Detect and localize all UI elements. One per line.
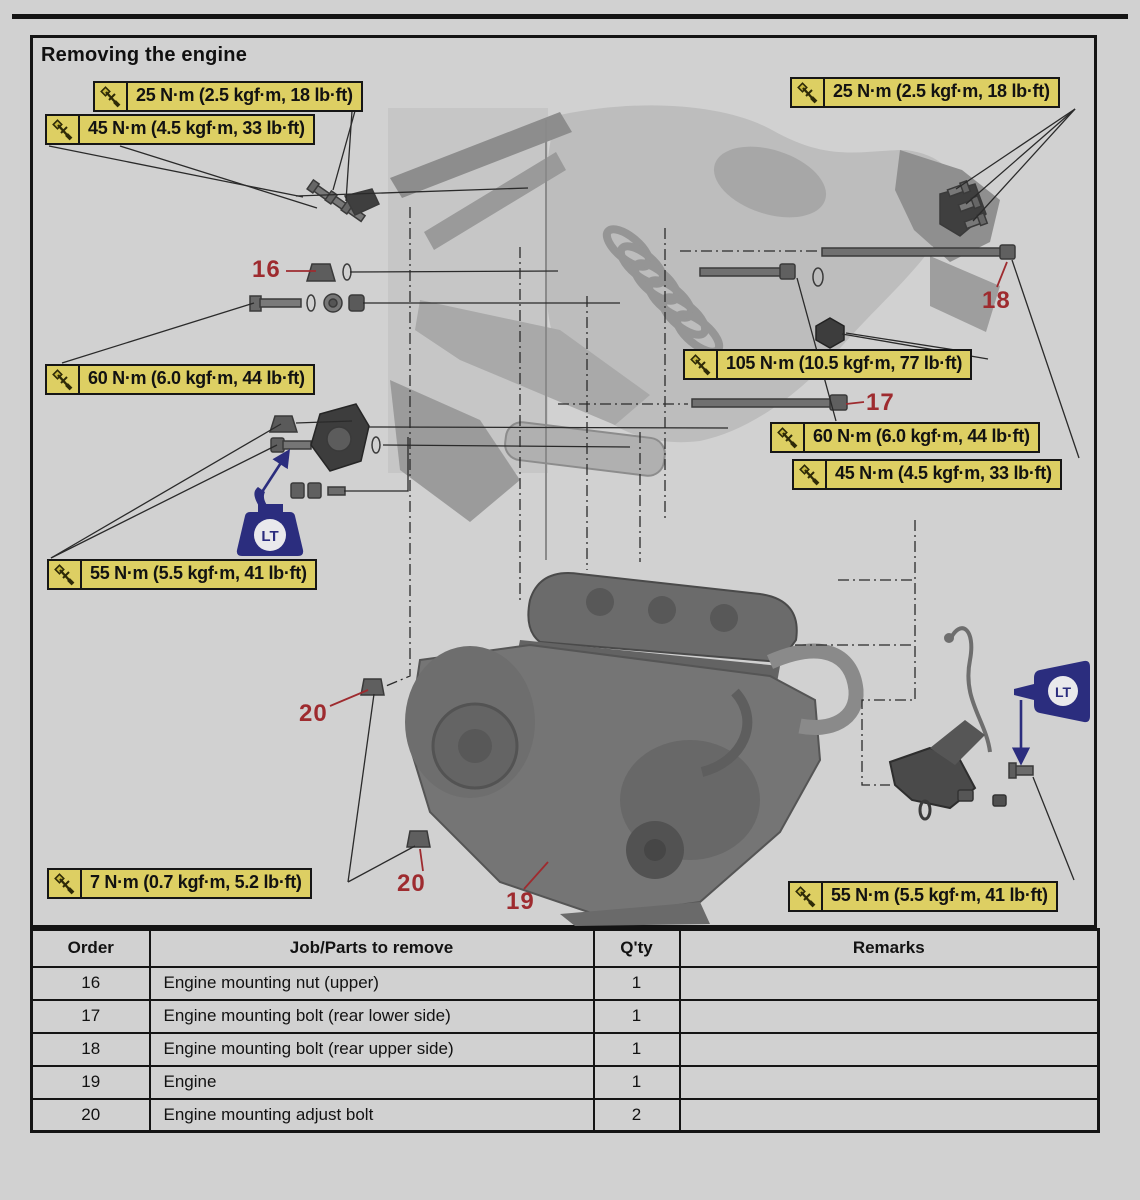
torque-wrench-icon (95, 83, 128, 110)
torque-label-bottom-left-7 (47, 868, 312, 899)
engine-illustration (405, 573, 1006, 926)
frame-illustration (388, 105, 1000, 560)
qty-cell: 1 (594, 1033, 680, 1066)
top-rule (12, 14, 1128, 19)
table-row (32, 1000, 1099, 1033)
job-cell: Engine mounting nut (upper) (150, 967, 594, 1000)
table-row (32, 1033, 1099, 1066)
order-cell: 20 (32, 1099, 150, 1132)
table-row (32, 967, 1099, 1000)
remarks-cell (680, 1000, 1099, 1033)
torque-value: 60 N·m (6.0 kgf·m, 44 lb·ft) (88, 368, 305, 388)
torque-label-left-60 (45, 364, 315, 395)
header-job: Job/Parts to remove (150, 930, 594, 967)
torque-value: 7 N·m (0.7 kgf·m, 5.2 lb·ft) (90, 872, 302, 892)
header-qty: Q'ty (594, 930, 680, 967)
callout-18: 18 (982, 287, 1011, 314)
callout-19: 19 (506, 888, 535, 915)
header-remarks: Remarks (680, 930, 1099, 967)
order-cell: 17 (32, 1000, 150, 1033)
torque-wrench-icon (772, 424, 805, 451)
loctite-icon-right (1014, 661, 1090, 762)
job-cell: Engine mounting adjust bolt (150, 1099, 594, 1132)
order-cell: 16 (32, 967, 150, 1000)
table-row (32, 1099, 1099, 1132)
order-cell: 19 (32, 1066, 150, 1099)
torque-wrench-icon (685, 351, 718, 378)
torque-wrench-icon (47, 366, 80, 393)
torque-label-right-60 (770, 422, 1040, 453)
job-cell: Engine mounting bolt (rear upper side) (150, 1033, 594, 1066)
parts-table (30, 928, 1100, 1133)
qty-cell: 1 (594, 967, 680, 1000)
qty-cell: 1 (594, 1066, 680, 1099)
remarks-cell (680, 967, 1099, 1000)
callout-20-lower: 20 (397, 870, 426, 897)
loctite-label-right: LT (1054, 684, 1072, 700)
torque-wrench-icon (49, 561, 82, 588)
remarks-cell (680, 1099, 1099, 1132)
job-cell: Engine mounting bolt (rear lower side) (150, 1000, 594, 1033)
torque-wrench-icon (794, 461, 827, 488)
torque-value: 55 N·m (5.5 kgf·m, 41 lb·ft) (90, 563, 307, 583)
remarks-cell (680, 1066, 1099, 1099)
callout-16: 16 (252, 256, 281, 283)
torque-label-mid-105 (683, 349, 972, 380)
loctite-icon-left (237, 452, 303, 556)
qty-cell: 1 (594, 1000, 680, 1033)
torque-value: 45 N·m (4.5 kgf·m, 33 lb·ft) (88, 118, 305, 138)
torque-label-bottom-right-55 (788, 881, 1058, 912)
torque-wrench-icon (47, 116, 80, 143)
torque-value: 60 N·m (6.0 kgf·m, 44 lb·ft) (813, 426, 1030, 446)
torque-label-top-left-45 (45, 114, 315, 145)
torque-value: 45 N·m (4.5 kgf·m, 33 lb·ft) (835, 463, 1052, 483)
callout-20-upper: 20 (299, 700, 328, 727)
order-cell: 18 (32, 1033, 150, 1066)
torque-value: 105 N·m (10.5 kgf·m, 77 lb·ft) (726, 353, 963, 373)
job-cell: Engine (150, 1066, 594, 1099)
torque-wrench-icon (790, 883, 823, 910)
torque-value: 55 N·m (5.5 kgf·m, 41 lb·ft) (831, 885, 1048, 905)
torque-label-left-55 (47, 559, 317, 590)
loctite-label-left: LT (261, 528, 279, 545)
torque-wrench-icon (792, 79, 825, 106)
table-header-row (32, 930, 1099, 967)
callout-17: 17 (866, 389, 895, 416)
qty-cell: 2 (594, 1099, 680, 1132)
torque-label-top-left-25 (93, 81, 363, 112)
torque-label-top-right-25 (790, 77, 1060, 108)
table-row (32, 1066, 1099, 1099)
remarks-cell (680, 1033, 1099, 1066)
torque-wrench-icon (49, 870, 82, 897)
torque-value: 25 N·m (2.5 kgf·m, 18 lb·ft) (833, 81, 1050, 101)
header-order: Order (32, 930, 150, 967)
page-title: Removing the engine (41, 44, 248, 66)
torque-label-right-45 (792, 459, 1062, 490)
torque-value: 25 N·m (2.5 kgf·m, 18 lb·ft) (136, 85, 353, 105)
